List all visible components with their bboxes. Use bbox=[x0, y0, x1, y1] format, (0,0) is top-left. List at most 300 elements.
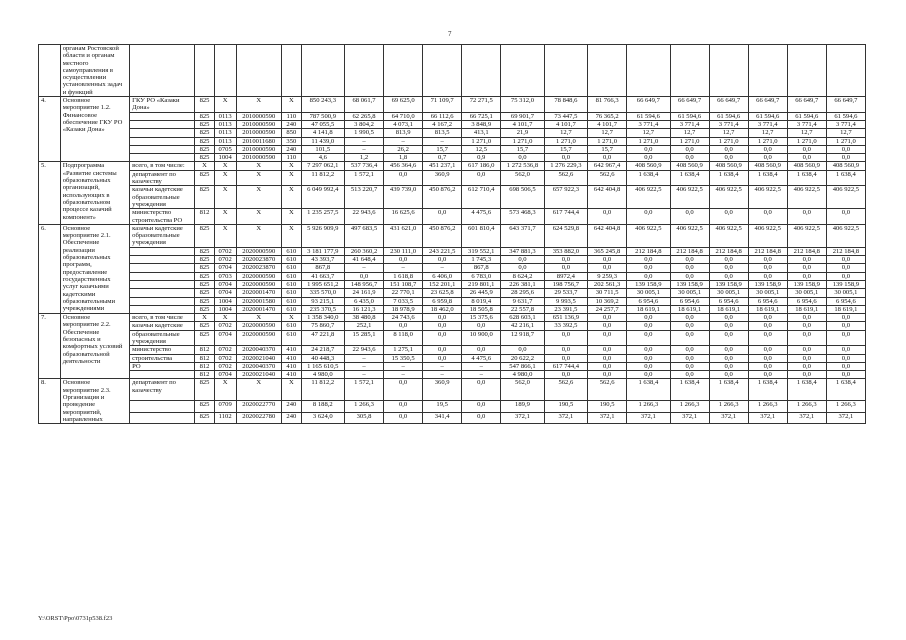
amount-cell: 1 271,0 bbox=[826, 137, 865, 145]
budget-code-cell: 825 bbox=[195, 379, 215, 401]
amount-cell: 1 271,0 bbox=[544, 137, 587, 145]
amount-cell: 813,5 bbox=[423, 129, 462, 137]
amount-cell: 0,0 bbox=[462, 412, 501, 424]
amount-cell: 6 406,0 bbox=[423, 272, 462, 280]
table-row bbox=[39, 137, 866, 145]
amount-cell: 16 121,3 bbox=[345, 305, 384, 313]
amount-cell: 18 462,0 bbox=[423, 305, 462, 313]
budget-code-cell: X bbox=[282, 162, 302, 170]
table-row bbox=[39, 129, 866, 137]
amount-cell: 8972,4 bbox=[544, 272, 587, 280]
budget-code-cell: 410 bbox=[282, 362, 302, 370]
amount-cell: 408 560,9 bbox=[670, 162, 709, 170]
amount-cell: 0,0 bbox=[627, 209, 670, 225]
amount-cell: 787 500,9 bbox=[301, 112, 344, 120]
amount-cell: 24 218,7 bbox=[301, 346, 344, 354]
table-row bbox=[39, 264, 866, 272]
amount-cell: 66 649,7 bbox=[670, 97, 709, 113]
amount-cell: 0,0 bbox=[384, 412, 423, 424]
amount-cell: 0,0 bbox=[787, 145, 826, 153]
amount-cell: 0,0 bbox=[709, 362, 748, 370]
amount-cell: 0,0 bbox=[627, 272, 670, 280]
amount-cell: 365 245,8 bbox=[588, 247, 627, 255]
amount-cell: 189,9 bbox=[501, 401, 544, 413]
budget-code-cell: 2020023870 bbox=[236, 256, 282, 264]
amount-cell: 0,0 bbox=[787, 371, 826, 379]
amount-cell: 0,0 bbox=[787, 314, 826, 322]
budget-code-cell: X bbox=[282, 97, 302, 113]
executor-cell: казачьи кадетские образовательные учреждения bbox=[130, 186, 195, 209]
amount-cell: 0,0 bbox=[748, 145, 787, 153]
budget-code-cell bbox=[282, 45, 302, 97]
amount-cell: 643 371,7 bbox=[501, 224, 544, 247]
amount-cell: 226 381,1 bbox=[501, 280, 544, 288]
amount-cell: 1,2 bbox=[345, 154, 384, 162]
executor-cell: всего, в том числе: bbox=[130, 162, 195, 170]
amount-cell: 0,0 bbox=[627, 264, 670, 272]
amount-cell bbox=[345, 45, 384, 97]
budget-code-cell: 350 bbox=[282, 137, 302, 145]
amount-cell: 406 922,5 bbox=[627, 186, 670, 209]
amount-cell: 0,0 bbox=[627, 371, 670, 379]
amount-cell: 18 619,1 bbox=[826, 305, 865, 313]
budget-code-cell: 825 bbox=[195, 289, 215, 297]
executor-cell bbox=[130, 45, 195, 97]
amount-cell: 66 649,7 bbox=[748, 97, 787, 113]
amount-cell: 15,7 bbox=[501, 145, 544, 153]
amount-cell: 0,0 bbox=[384, 322, 423, 330]
amount-cell: 867,8 bbox=[462, 264, 501, 272]
amount-cell: 0,0 bbox=[588, 264, 627, 272]
amount-cell: 562,0 bbox=[501, 170, 544, 186]
amount-cell: 6 435,0 bbox=[345, 297, 384, 305]
executor-cell bbox=[130, 412, 195, 424]
amount-cell: 15 285,1 bbox=[345, 330, 384, 346]
amount-cell: 18 619,1 bbox=[670, 305, 709, 313]
table-row bbox=[39, 297, 866, 305]
budget-code-cell: X bbox=[236, 224, 282, 247]
amount-cell: 18 619,1 bbox=[748, 305, 787, 313]
amount-cell: 562,0 bbox=[501, 379, 544, 401]
amount-cell: 372,1 bbox=[787, 412, 826, 424]
budget-code-cell: 2010000590 bbox=[236, 112, 282, 120]
amount-cell: 75 312,0 bbox=[501, 97, 544, 113]
executor-cell: министерство строительства РО bbox=[130, 209, 195, 225]
amount-cell: 6 954,6 bbox=[670, 297, 709, 305]
amount-cell: 0,0 bbox=[345, 272, 384, 280]
budget-code-cell: X bbox=[214, 162, 236, 170]
amount-cell: 1 266,3 bbox=[670, 401, 709, 413]
amount-cell: 439 739,0 bbox=[384, 186, 423, 209]
executor-cell bbox=[130, 112, 195, 120]
amount-cell: 0,0 bbox=[748, 314, 787, 322]
amount-cell: 0,0 bbox=[787, 346, 826, 354]
amount-cell: – bbox=[384, 137, 423, 145]
amount-cell: 12 918,7 bbox=[501, 330, 544, 346]
amount-cell: 1 990,5 bbox=[345, 129, 384, 137]
amount-cell: 139 158,9 bbox=[627, 280, 670, 288]
budget-code-cell: 0702 bbox=[214, 354, 236, 362]
budget-code-cell: 0704 bbox=[214, 330, 236, 346]
amount-cell: 11 812,2 bbox=[301, 170, 344, 186]
amount-cell: 10 369,2 bbox=[588, 297, 627, 305]
budget-code-cell: 825 bbox=[195, 280, 215, 288]
amount-cell: – bbox=[423, 137, 462, 145]
amount-cell: 1 272 536,8 bbox=[501, 162, 544, 170]
amount-cell: 0,0 bbox=[670, 264, 709, 272]
amount-cell: 0,0 bbox=[670, 272, 709, 280]
amount-cell: 360,9 bbox=[423, 379, 462, 401]
amount-cell: 30 005,1 bbox=[787, 289, 826, 297]
executor-cell bbox=[130, 247, 195, 255]
budget-code-cell: 610 bbox=[282, 322, 302, 330]
amount-cell: 0,0 bbox=[748, 264, 787, 272]
amount-cell: 15,7 bbox=[423, 145, 462, 153]
amount-cell: 1 638,4 bbox=[627, 379, 670, 401]
amount-cell: 7 033,5 bbox=[384, 297, 423, 305]
amount-cell: 15,7 bbox=[588, 145, 627, 153]
table-row bbox=[39, 170, 866, 186]
program-name: органам Ростовской области и органам местного самоуправления в осуществлении установленных задач и функций bbox=[60, 45, 129, 97]
amount-cell: 1 638,4 bbox=[748, 170, 787, 186]
executor-cell bbox=[130, 371, 195, 379]
amount-cell: 0,0 bbox=[588, 256, 627, 264]
amount-cell: 252,1 bbox=[345, 322, 384, 330]
amount-cell: 1 638,4 bbox=[670, 379, 709, 401]
amount-cell: 651 136,9 bbox=[544, 314, 587, 322]
amount-cell: 1 638,4 bbox=[709, 170, 748, 186]
amount-cell: 22 557,8 bbox=[501, 305, 544, 313]
executor-cell bbox=[130, 129, 195, 137]
amount-cell: 12,7 bbox=[787, 129, 826, 137]
budget-code-cell: X bbox=[282, 314, 302, 322]
amount-cell: 0,0 bbox=[501, 256, 544, 264]
budget-code-cell: 610 bbox=[282, 297, 302, 305]
amount-cell: 0,0 bbox=[423, 256, 462, 264]
amount-cell: 562,6 bbox=[588, 379, 627, 401]
amount-cell: 0,0 bbox=[588, 209, 627, 225]
budget-code-cell: 2020001470 bbox=[236, 305, 282, 313]
amount-cell: 18 619,1 bbox=[627, 305, 670, 313]
budget-code-cell bbox=[214, 45, 236, 97]
budget-code-cell: X bbox=[195, 162, 215, 170]
amount-cell: 41 648,4 bbox=[345, 256, 384, 264]
budget-code-cell: 812 bbox=[195, 362, 215, 370]
amount-cell: 0,0 bbox=[826, 346, 865, 354]
budget-code-cell: 240 bbox=[282, 401, 302, 413]
amount-cell: 0,0 bbox=[627, 314, 670, 322]
row-number: 8. bbox=[39, 379, 61, 424]
amount-cell: 0,0 bbox=[501, 264, 544, 272]
amount-cell: 0,0 bbox=[787, 154, 826, 162]
amount-cell: 64 710,0 bbox=[384, 112, 423, 120]
file-path-footer: Y:\ORST\Ppo\0731p538.f23 bbox=[38, 615, 113, 622]
executor-cell bbox=[130, 272, 195, 280]
amount-cell: 0,0 bbox=[423, 330, 462, 346]
amount-cell: 0,0 bbox=[748, 322, 787, 330]
budget-code-cell: X bbox=[195, 314, 215, 322]
amount-cell: 29 533,7 bbox=[544, 289, 587, 297]
amount-cell: 0,0 bbox=[588, 314, 627, 322]
amount-cell: 0,0 bbox=[627, 145, 670, 153]
amount-cell: 406 922,5 bbox=[826, 186, 865, 209]
amount-cell: 0,0 bbox=[748, 272, 787, 280]
budget-code-cell: X bbox=[282, 170, 302, 186]
amount-cell: 0,0 bbox=[384, 379, 423, 401]
amount-cell: 0,0 bbox=[709, 145, 748, 153]
amount-cell: 372,1 bbox=[501, 412, 544, 424]
amount-cell: 0,0 bbox=[462, 401, 501, 413]
amount-cell: 1 271,0 bbox=[462, 137, 501, 145]
budget-code-cell: 610 bbox=[282, 305, 302, 313]
budget-code-cell: 825 bbox=[195, 137, 215, 145]
budget-code-cell: 0113 bbox=[214, 137, 236, 145]
amount-cell: 22 943,6 bbox=[345, 209, 384, 225]
amount-cell: 212 184,8 bbox=[826, 247, 865, 255]
table-row bbox=[39, 305, 866, 313]
amount-cell: 0,0 bbox=[384, 170, 423, 186]
amount-cell: 6 954,6 bbox=[627, 297, 670, 305]
amount-cell: 0,0 bbox=[501, 346, 544, 354]
amount-cell: 0,0 bbox=[709, 272, 748, 280]
amount-cell: 451 237,1 bbox=[423, 162, 462, 170]
amount-cell: 1,8 bbox=[384, 154, 423, 162]
amount-cell: 0,9 bbox=[462, 154, 501, 162]
amount-cell bbox=[826, 45, 865, 97]
budget-code-cell: X bbox=[214, 224, 236, 247]
amount-cell: 0,0 bbox=[826, 145, 865, 153]
amount-cell: 1 638,4 bbox=[826, 170, 865, 186]
budget-code-cell: 110 bbox=[282, 154, 302, 162]
amount-cell: 1 266,3 bbox=[345, 401, 384, 413]
amount-cell: 1 638,4 bbox=[748, 379, 787, 401]
amount-cell: 1 638,4 bbox=[709, 379, 748, 401]
amount-cell: 408 560,9 bbox=[826, 162, 865, 170]
budget-table bbox=[38, 44, 866, 424]
budget-code-cell: X bbox=[282, 209, 302, 225]
budget-code-cell: 610 bbox=[282, 289, 302, 297]
table-row bbox=[39, 371, 866, 379]
amount-cell: 0,0 bbox=[544, 264, 587, 272]
budget-code-cell: 610 bbox=[282, 264, 302, 272]
amount-cell: 33 392,5 bbox=[544, 322, 587, 330]
budget-code-cell: 2020040370 bbox=[236, 362, 282, 370]
budget-code-cell: 825 bbox=[195, 97, 215, 113]
amount-cell: 18 978,9 bbox=[384, 305, 423, 313]
amount-cell: 202 561,3 bbox=[588, 280, 627, 288]
amount-cell: 139 158,9 bbox=[826, 280, 865, 288]
amount-cell: 867,8 bbox=[301, 264, 344, 272]
amount-cell: 260 360,2 bbox=[345, 247, 384, 255]
budget-code-cell: 610 bbox=[282, 256, 302, 264]
amount-cell: 16 625,6 bbox=[384, 209, 423, 225]
budget-code-cell: 2020021040 bbox=[236, 371, 282, 379]
budget-code-cell: 2020023870 bbox=[236, 264, 282, 272]
executor-cell: ГКУ РО «Казаки Дона» bbox=[130, 97, 195, 113]
amount-cell: 431 621,0 bbox=[384, 224, 423, 247]
budget-code-cell: X bbox=[214, 170, 236, 186]
page-number: 7 bbox=[448, 30, 452, 38]
amount-cell: 537 736,4 bbox=[345, 162, 384, 170]
amount-cell: 0,0 bbox=[544, 154, 587, 162]
amount-cell: 406 922,5 bbox=[627, 224, 670, 247]
amount-cell: 47 055,5 bbox=[301, 120, 344, 128]
table-row bbox=[39, 330, 866, 346]
amount-cell: 1 276 229,3 bbox=[544, 162, 587, 170]
amount-cell: 0,0 bbox=[787, 330, 826, 346]
amount-cell: 0,0 bbox=[709, 346, 748, 354]
amount-cell: 0,0 bbox=[787, 256, 826, 264]
table-row bbox=[39, 209, 866, 225]
amount-cell: 9 993,5 bbox=[544, 297, 587, 305]
amount-cell: 601 810,4 bbox=[462, 224, 501, 247]
amount-cell: 66 112,6 bbox=[423, 112, 462, 120]
amount-cell: 335 570,0 bbox=[301, 289, 344, 297]
amount-cell: 456 364,6 bbox=[384, 162, 423, 170]
amount-cell: 360,9 bbox=[423, 170, 462, 186]
amount-cell: 0,0 bbox=[627, 346, 670, 354]
budget-code-cell: X bbox=[214, 186, 236, 209]
budget-code-cell: 0709 bbox=[214, 401, 236, 413]
amount-cell: 0,0 bbox=[544, 330, 587, 346]
amount-cell: 19,5 bbox=[423, 401, 462, 413]
amount-cell: 0,0 bbox=[627, 354, 670, 362]
amount-cell: 657 922,3 bbox=[544, 186, 587, 209]
amount-cell bbox=[423, 45, 462, 97]
budget-code-cell: 610 bbox=[282, 330, 302, 346]
budget-code-cell: 2020040370 bbox=[236, 346, 282, 354]
amount-cell: 6 954,6 bbox=[748, 297, 787, 305]
budget-code-cell: 2010000590 bbox=[236, 120, 282, 128]
amount-cell: 190,5 bbox=[544, 401, 587, 413]
amount-cell: 61 594,6 bbox=[826, 112, 865, 120]
amount-cell: 0,0 bbox=[709, 371, 748, 379]
amount-cell: 66 725,1 bbox=[462, 112, 501, 120]
table-row bbox=[39, 224, 866, 247]
amount-cell: 0,0 bbox=[748, 154, 787, 162]
budget-code-cell: 825 bbox=[195, 186, 215, 209]
executor-cell: строительства bbox=[130, 354, 195, 362]
amount-cell: 1 638,4 bbox=[787, 170, 826, 186]
amount-cell: 28 295,6 bbox=[501, 289, 544, 297]
amount-cell: 513 220,7 bbox=[345, 186, 384, 209]
amount-cell: 68 061,7 bbox=[345, 97, 384, 113]
amount-cell: 61 594,6 bbox=[787, 112, 826, 120]
amount-cell: 406 922,5 bbox=[709, 224, 748, 247]
amount-cell: 4 167,2 bbox=[423, 120, 462, 128]
amount-cell: 0,0 bbox=[423, 346, 462, 354]
amount-cell: 139 158,9 bbox=[787, 280, 826, 288]
amount-cell: 12,7 bbox=[670, 129, 709, 137]
amount-cell: 4 101,7 bbox=[588, 120, 627, 128]
budget-code-cell: 2020001580 bbox=[236, 297, 282, 305]
amount-cell: 0,0 bbox=[670, 145, 709, 153]
budget-code-cell: 2020000590 bbox=[236, 330, 282, 346]
amount-cell: 0,0 bbox=[670, 209, 709, 225]
table-row bbox=[39, 154, 866, 162]
budget-code-cell: 0702 bbox=[214, 247, 236, 255]
amount-cell: 1 275,1 bbox=[384, 346, 423, 354]
amount-cell: 75 860,7 bbox=[301, 322, 344, 330]
budget-code-cell: 0113 bbox=[214, 129, 236, 137]
amount-cell: 0,0 bbox=[544, 256, 587, 264]
amount-cell: 408 560,9 bbox=[748, 162, 787, 170]
amount-cell: 212 184,8 bbox=[670, 247, 709, 255]
amount-cell: 0,0 bbox=[826, 330, 865, 346]
table-row bbox=[39, 120, 866, 128]
amount-cell: 0,0 bbox=[826, 362, 865, 370]
amount-cell: 0,0 bbox=[544, 346, 587, 354]
budget-code-cell: 110 bbox=[282, 112, 302, 120]
amount-cell: 372,1 bbox=[544, 412, 587, 424]
amount-cell: – bbox=[345, 371, 384, 379]
executor-cell: РО bbox=[130, 362, 195, 370]
budget-code-cell: 610 bbox=[282, 280, 302, 288]
amount-cell: 372,1 bbox=[826, 412, 865, 424]
amount-cell: 0,0 bbox=[627, 330, 670, 346]
budget-code-cell: 410 bbox=[282, 371, 302, 379]
budget-code-cell: 2010000590 bbox=[236, 145, 282, 153]
amount-cell: 562,6 bbox=[588, 170, 627, 186]
budget-code-cell: 0704 bbox=[214, 280, 236, 288]
amount-cell: 61 594,6 bbox=[748, 112, 787, 120]
amount-cell: 30 005,1 bbox=[670, 289, 709, 297]
amount-cell: 20 622,2 bbox=[501, 354, 544, 362]
amount-cell: 0,0 bbox=[627, 154, 670, 162]
amount-cell: – bbox=[423, 264, 462, 272]
amount-cell: 8 624,2 bbox=[501, 272, 544, 280]
amount-cell bbox=[787, 45, 826, 97]
amount-cell: 0,0 bbox=[826, 371, 865, 379]
budget-code-cell: 410 bbox=[282, 354, 302, 362]
amount-cell: 9 259,3 bbox=[588, 272, 627, 280]
amount-cell: 8 188,2 bbox=[301, 401, 344, 413]
amount-cell: – bbox=[345, 264, 384, 272]
amount-cell: 1 271,0 bbox=[709, 137, 748, 145]
budget-code-cell: 825 bbox=[195, 224, 215, 247]
amount-cell: – bbox=[462, 371, 501, 379]
amount-cell: 0,0 bbox=[627, 256, 670, 264]
amount-cell: 0,0 bbox=[462, 379, 501, 401]
amount-cell: 212 184,8 bbox=[787, 247, 826, 255]
amount-cell: 23 391,5 bbox=[544, 305, 587, 313]
budget-code-cell: 825 bbox=[195, 322, 215, 330]
amount-cell: 1 572,1 bbox=[345, 379, 384, 401]
budget-code-cell: 2010000590 bbox=[236, 129, 282, 137]
budget-code-cell: 1004 bbox=[214, 154, 236, 162]
amount-cell bbox=[748, 45, 787, 97]
amount-cell: 62 265,8 bbox=[345, 112, 384, 120]
amount-cell: 408 560,9 bbox=[627, 162, 670, 170]
amount-cell: 0,0 bbox=[588, 371, 627, 379]
amount-cell: 1 165 610,5 bbox=[301, 362, 344, 370]
amount-cell: 1 266,3 bbox=[787, 401, 826, 413]
amount-cell: 0,0 bbox=[423, 314, 462, 322]
amount-cell: 0,0 bbox=[748, 209, 787, 225]
amount-cell: 1 618,8 bbox=[384, 272, 423, 280]
budget-code-cell: 2010000590 bbox=[236, 154, 282, 162]
amount-cell: 66 649,7 bbox=[787, 97, 826, 113]
budget-code-cell: 1004 bbox=[214, 305, 236, 313]
amount-cell: 0,0 bbox=[748, 256, 787, 264]
budget-code-cell: X bbox=[214, 379, 236, 401]
table-row bbox=[39, 412, 866, 424]
amount-cell: 0,0 bbox=[462, 346, 501, 354]
amount-cell: 66 649,7 bbox=[826, 97, 865, 113]
amount-cell: 212 184,8 bbox=[748, 247, 787, 255]
budget-code-cell: X bbox=[236, 97, 282, 113]
amount-cell: 617 186,0 bbox=[462, 162, 501, 170]
